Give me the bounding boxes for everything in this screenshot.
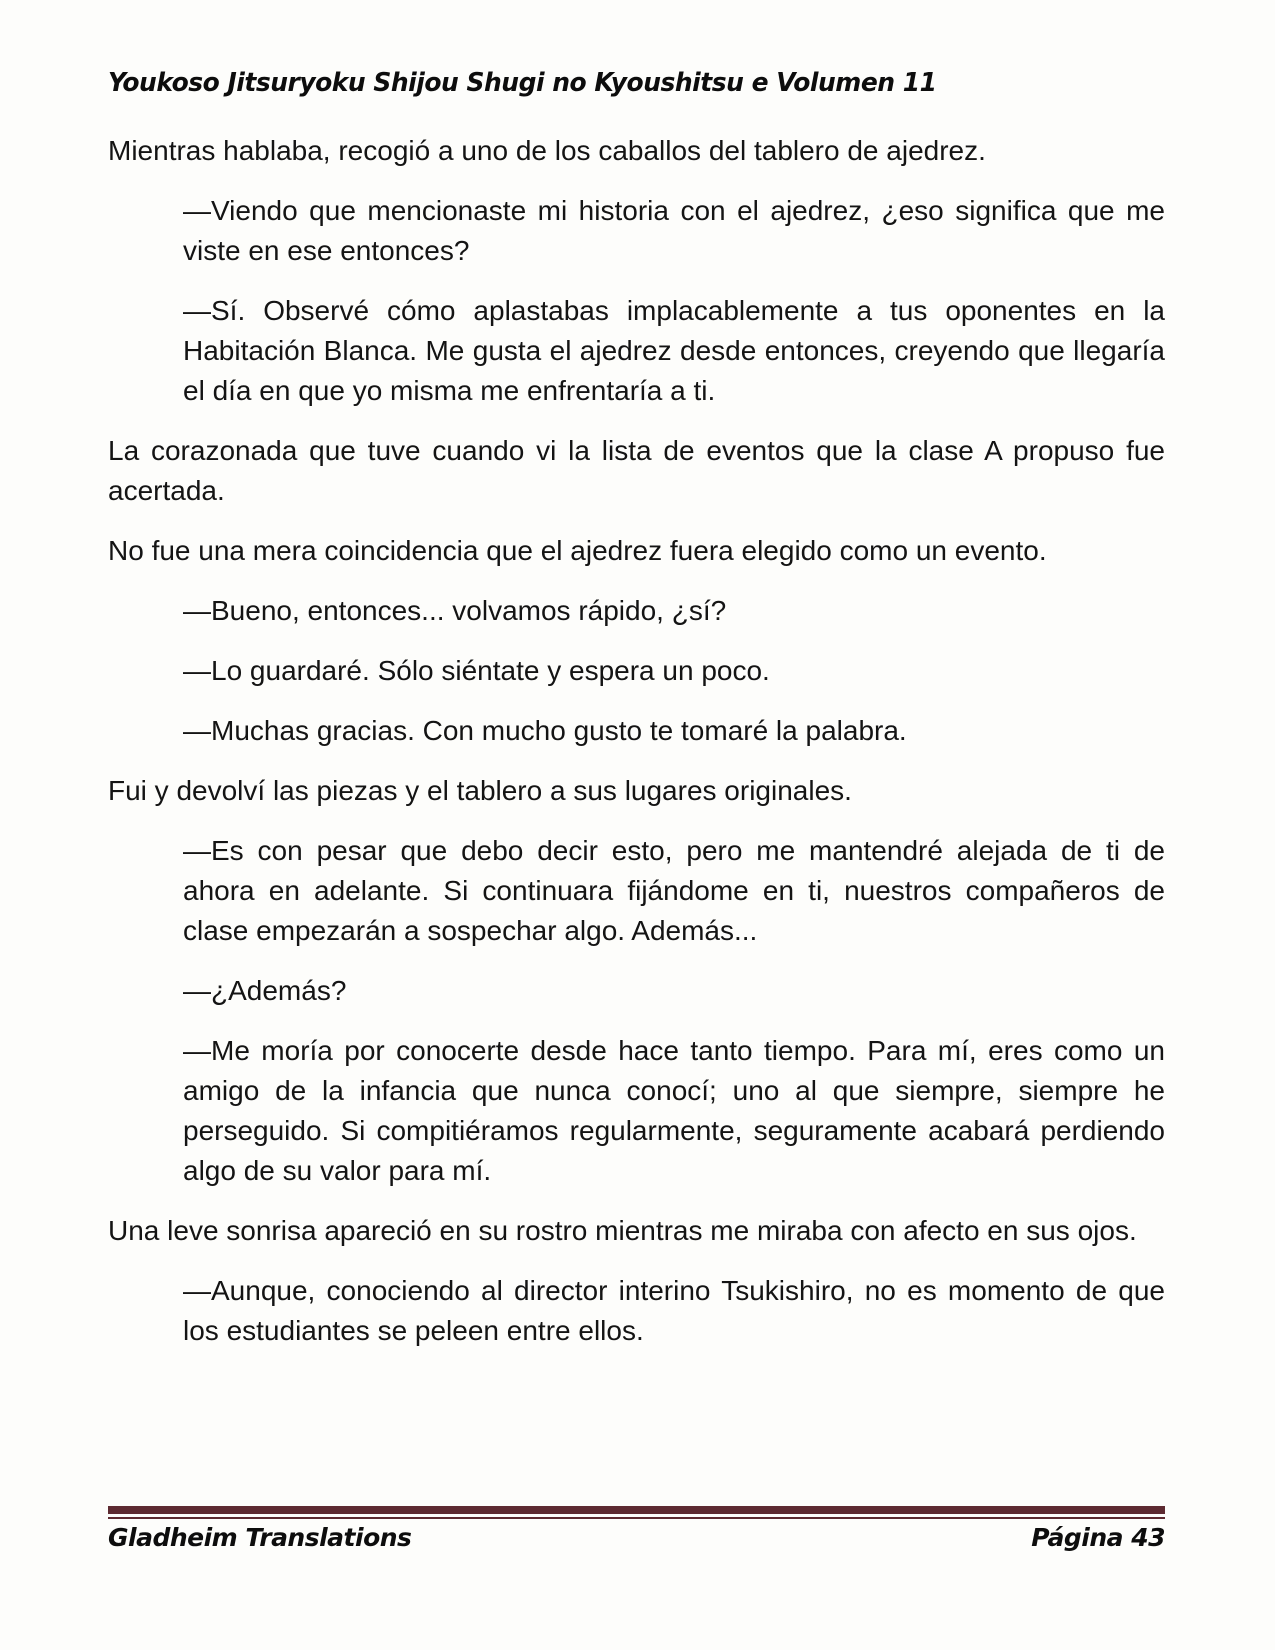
page-footer <box>108 1506 1165 1552</box>
paragraph-dialogue-1: —Viendo que mencionaste mi historia con el ajedrez, ¿eso significa que me viste en ese entonces? <box>183 195 1165 266</box>
paragraph-dialogue-4: —Lo guardaré. Sólo siéntate y espera un poco. <box>183 655 770 686</box>
paragraph-narration-5: Una leve sonrisa apareció en su rostro mientras me miraba con afecto en sus ojos. <box>108 1215 1137 1246</box>
footer-translator-credit: Gladheim Translations <box>108 1523 412 1552</box>
paragraph-dialogue-6: —Es con pesar que debo decir esto, pero me mantendré alejada de ti de ahora en adelante. Si continuara fijándome en ti, nuestros compañeros de clase empezarán a sospechar algo. Además... <box>183 835 1165 946</box>
paragraph-narration-3: No fue una mera coincidencia que el ajedrez fuera elegido como un evento. <box>108 535 1047 566</box>
paragraph-narration-1: Mientras hablaba, recogió a uno de los caballos del tablero de ajedrez. <box>108 135 986 166</box>
paragraph-dialogue-5: —Muchas gracias. Con mucho gusto te tomaré la palabra. <box>183 715 907 746</box>
paragraph-dialogue-8: —Me moría por conocerte desde hace tanto tiempo. Para mí, eres como un amigo de la infancia que nunca conocí; uno al que siempre, siempre he perseguido. Si compitiéramos regularmente, seguramente acabará perdiendo algo de su valor para mí. <box>183 1035 1165 1186</box>
paragraph-narration-4: Fui y devolví las piezas y el tablero a sus lugares originales. <box>108 775 852 806</box>
running-header-title: Youkoso Jitsuryoku Shijou Shugi no Kyoushitsu e Volumen 11 <box>108 68 937 98</box>
footer-rule <box>108 1506 1165 1519</box>
footer-rule-thin-line <box>108 1517 1165 1519</box>
page-header <box>108 68 1165 98</box>
paragraph-narration-2: La corazonada que tuve cuando vi la lista de eventos que la clase A propuso fue acertada. <box>108 435 1165 506</box>
paragraph-dialogue-9: —Aunque, conociendo al director interino Tsukishiro, no es momento de que los estudiantes se peleen entre ellos. <box>183 1275 1165 1346</box>
paragraph-dialogue-3: —Bueno, entonces... volvamos rápido, ¿sí? <box>183 595 727 626</box>
footer-text-row <box>108 1523 1165 1552</box>
paragraph-dialogue-2: —Sí. Observé cómo aplastabas implacablemente a tus oponentes en la Habitación Blanca. Me gusta el ajedrez desde entonces, creyendo que llegaría el día en que yo misma me enfrentaría a ti. <box>183 295 1165 406</box>
page-body <box>108 131 1165 1371</box>
footer-page-number: Página 43 <box>1031 1523 1165 1552</box>
footer-rule-thick-line <box>108 1506 1165 1514</box>
paragraph-dialogue-7: —¿Además? <box>183 975 347 1006</box>
